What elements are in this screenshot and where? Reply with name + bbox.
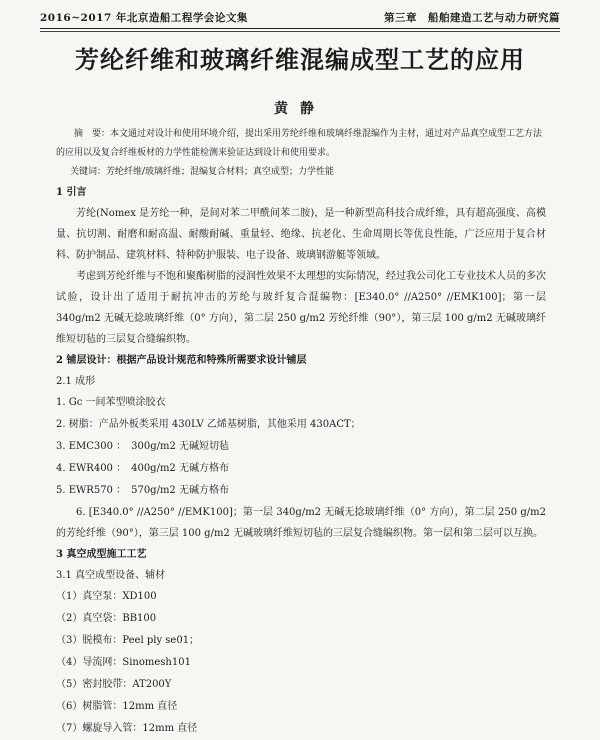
running-header-left: 2016~2017 年北京造船工程学会论文集 — [40, 12, 248, 24]
abstract: 摘 要：本文通过对设计和使用环境介绍，提出采用芳纶纤维和玻璃纤维混编作为主材，通过对产品真空成型工艺方法的应用以及复合纤维板材的力学性能检测来验证达到设计和使用要求。 — [56, 129, 543, 158]
list-item: 2. 树脂：产品外板类采用 430LV 乙烯基树脂，其他采用 430ACT； — [56, 419, 361, 430]
list-item: （1）真空泵：XD100 — [56, 591, 157, 602]
keywords: 关键词：芳纶纤维/玻璃纤维；混编复合材料；真空成型；力学性能 — [70, 167, 335, 177]
list-item: （6）树脂管：12mm 直径 — [56, 701, 178, 712]
list-item: 4. EWR400 ： 400g/m2 无碱方格布 — [56, 463, 229, 474]
section-1-heading: 1 引言 — [56, 187, 87, 198]
section-2-heading: 2 铺层设计：根据产品设计规范和特殊所需要求设计铺层 — [56, 355, 307, 366]
header-rule-thin — [40, 31, 560, 32]
layup-paragraph: 6. [E340.0° //A250° //EMK100]；第一层 340g/m2 无碱无捻玻璃纤维（0° 方向），第二层 250 g/m2 的芳纶纤维（90°），第三层 100 g/m2 无碱玻璃纤维短切毡的三层复合缝编织物。第一层和第二层可以互换。 — [56, 507, 546, 539]
paper-body — [56, 125, 546, 740]
running-header-right: 第三章 船舶建造工艺与动力研究篇 — [384, 12, 560, 24]
list-item: 1. Gc 一间苯型喷涂胶衣 — [56, 397, 166, 408]
list-item: （2）真空袋：BB100 — [56, 613, 157, 624]
section-3-1-heading: 3.1 真空成型设备、辅材 — [56, 570, 166, 581]
list-item: （5）密封胶带：AT200Y — [56, 679, 172, 690]
intro-paragraph-2: 考虑到芳纶纤维与不饱和聚酯树脂的浸润性效果不太理想的实际情况，经过我公司化工专业技术人员的多次试验，设计出了适用于耐抗冲击的芳纶与玻纤复合混编物：[E340.0° //A250° //EMK100]；第一层 340g/m2 无碱无捻玻璃纤维（0° 方向），第二层 250 g/m2 芳纶纤维（90°），第三层 100 g/m2 无碱玻璃纤维短切毡的三层复合缝编织物。 — [56, 271, 546, 345]
list-item: （7）螺旋导入管：12mm 直径 — [56, 723, 198, 734]
author-name: 黄静 — [274, 101, 326, 117]
section-3-heading: 3 真空成型施工工艺 — [56, 549, 147, 560]
section-2-1-heading: 2.1 成形 — [56, 376, 96, 387]
running-header — [40, 9, 560, 25]
list-item: 3. EMC300 ： 300g/m2 无碱短切毡 — [56, 441, 230, 452]
paper-title: 芳纶纤维和玻璃纤维混编成型工艺的应用 — [75, 45, 525, 74]
list-item: 5. EWR570 ： 570g/m2 无碱方格布 — [56, 485, 229, 496]
list-item: （3）脱模布：Peel ply se01； — [56, 635, 200, 646]
header-rule — [40, 28, 560, 29]
list-item: （4）导流网：Sinomesh101 — [56, 657, 191, 668]
intro-paragraph-1: 芳纶(Nomex 是芳纶一种，是间对苯二甲酰间苯二胺)，是一种新型高科技合成纤维，具有超高强度、高模量、抗切割、耐磨和耐高温、耐酸耐碱、重量轻、绝缘、抗老化、生命周期长等优良性能，广泛应用于复合材料、防护制品、建筑材料、特种防护服装、电子设备、玻璃钢游艇等领域。 — [56, 208, 546, 261]
